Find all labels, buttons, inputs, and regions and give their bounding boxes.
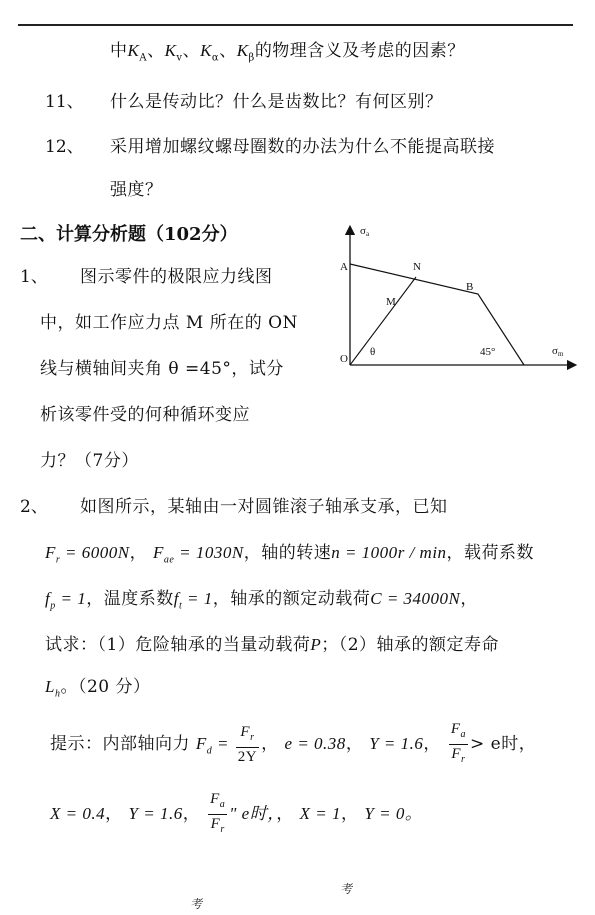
- origin-O: O: [340, 353, 348, 365]
- theta-label: θ: [370, 346, 376, 358]
- problem-1-line-5: 力？（7分）: [40, 451, 139, 471]
- problem-2-hint-line: 提示：内部轴向力 $F_d$ = $\frac{F_r}{2Y}$ ， e = 0.38， Y = 1.6， $\frac{F_a}{F_r}$ > e时，: [50, 720, 536, 769]
- problem-2-hint-line-2: X = 0.4， Y = 1.6， $\frac{F_a}{F_r}$ " e时，， X = 1， Y = 0。: [50, 790, 422, 839]
- x-axis-label: σm: [552, 345, 564, 358]
- question-10-continuation: 中$K_A$、$K_v$、$K_\alpha$、$K_\beta$的物理含义及考虑的因素？: [110, 41, 465, 64]
- problem-2-request-line: 试求：（1）危险轴承的当量动载荷P；（2）轴承的额定寿命: [45, 635, 500, 655]
- question-12-text: 采用增加螺纹螺母圈数的办法为什么不能提高联接: [110, 137, 495, 157]
- question-12-text-cont: 强度？: [110, 180, 163, 200]
- point-N: N: [413, 261, 421, 273]
- problem-2-number: 2、: [20, 497, 48, 517]
- problem-1-line-3: 线与横轴间夹角 θ =45°，试分: [40, 359, 284, 379]
- fraction-fr-over-2y: $\frac{F_r}{2Y}$: [237, 724, 258, 765]
- problem-2-coefficients-line: $f_p = 1$，温度系数$f_t = 1$，轴承的额定动载荷C = 34000N，: [45, 589, 478, 612]
- problem-2-line-1: 如图所示，某轴由一对圆锥滚子轴承支承，已知: [80, 497, 448, 517]
- question-11-number: 11、: [45, 92, 84, 112]
- point-B: B: [466, 281, 474, 293]
- section-title: 二、计算分析题（102分）: [20, 224, 238, 245]
- angle-45-label: 45°: [480, 346, 496, 358]
- question-12-number: 12、: [45, 137, 84, 157]
- limit-stress-diagram: [330, 222, 580, 382]
- question-11-text: 什么是传动比？什么是齿数比？有何区别？: [110, 92, 443, 112]
- problem-2-given-line: $F_r = 6000N$， $F_{ae} = 1030N$，轴的转速n = 1000r / min，载荷系数: [45, 543, 535, 566]
- top-rule: [18, 24, 573, 26]
- footer-mark-1: 考: [340, 882, 353, 896]
- limit-stress-line: [350, 264, 524, 365]
- y-axis-label: σa: [360, 225, 370, 238]
- fraction-fa-over-fr: $\frac{F_a}{F_r}$: [450, 721, 466, 765]
- fraction-fa-over-fr-2: $\frac{F_a}{F_r}$: [210, 791, 226, 835]
- problem-1-line-2: 中，如工作应力点 M 所在的 ON: [40, 313, 298, 333]
- problem-1-line-4: 析该零件受的何种循环变应: [40, 405, 250, 425]
- point-A: A: [340, 261, 348, 273]
- line-ON: [350, 277, 416, 365]
- point-M: M: [386, 296, 396, 308]
- problem-2-life-line: $L_h$。（20 分）: [45, 677, 151, 700]
- footer-mark-2: 考: [190, 897, 203, 911]
- problem-1-number: 1、: [20, 267, 48, 287]
- problem-1-line-1: 图示零件的极限应力线图: [80, 267, 273, 287]
